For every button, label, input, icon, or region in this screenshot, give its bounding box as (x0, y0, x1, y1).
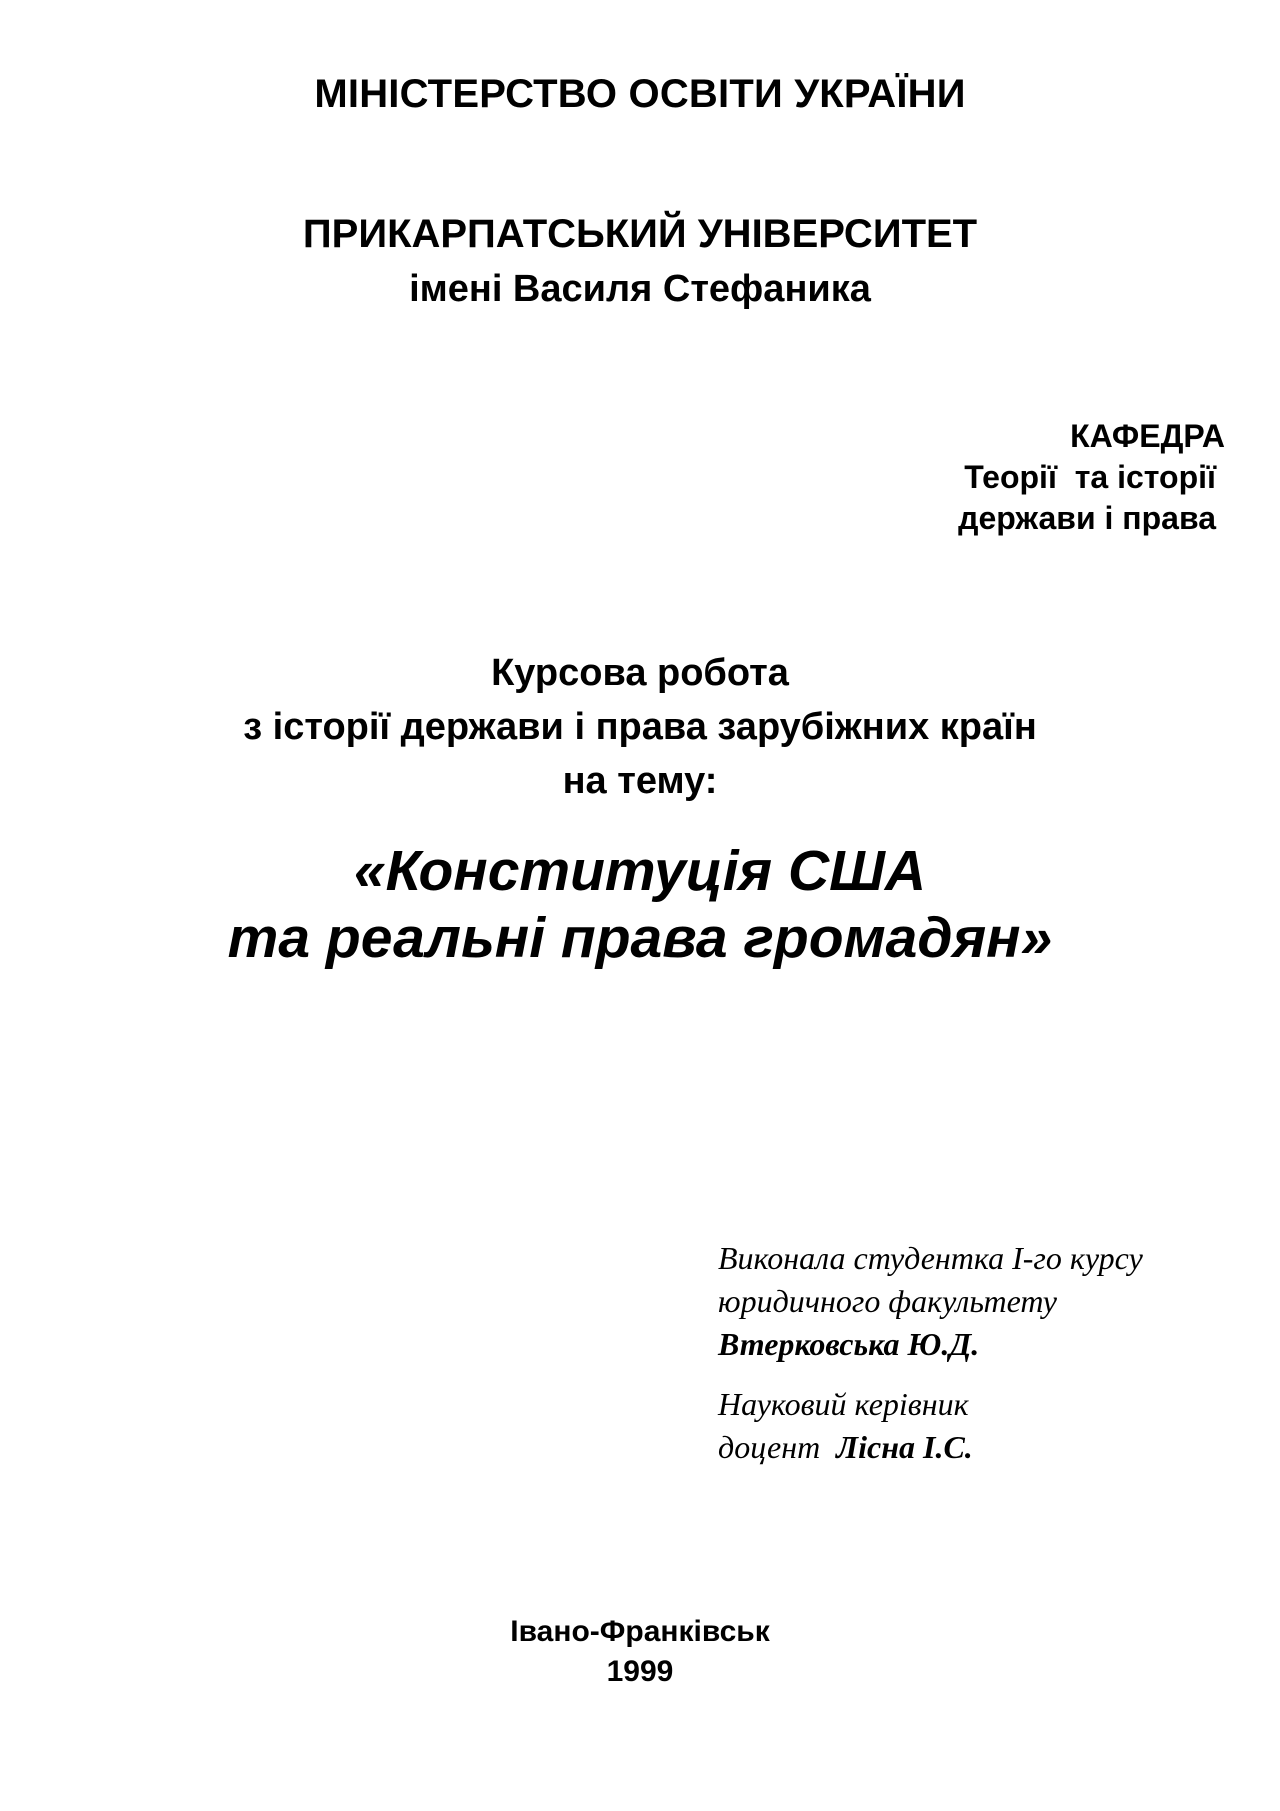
course-work-title: Курсова робота (491, 652, 789, 694)
supervisor-position: доцент (718, 1429, 837, 1465)
supervisor-label: Науковий керівник (718, 1386, 969, 1422)
theme-title-line-1: «Конституція США (353, 839, 927, 903)
author-name: Втерковська Ю.Д. (718, 1326, 980, 1362)
course-work-topic-label: на тему: (562, 760, 718, 802)
course-work-subject: з історії держави і права зарубіжних країн (243, 706, 1037, 748)
department-title: КАФЕДРА (1070, 418, 1225, 454)
author-description-line-2: юридичного факультету (718, 1283, 1057, 1319)
supervisor-name: Лісна І.С. (836, 1429, 973, 1465)
author-description-line-1: Виконала студентка І-го курсу (718, 1240, 1143, 1276)
theme-title-line-2: та реальні права громадян» (227, 906, 1053, 970)
university-heading: ПРИКАРПАТСЬКИЙ УНІВЕРСИТЕТ (302, 212, 978, 256)
year: 1999 (606, 1655, 674, 1688)
supervisor-line (718, 1429, 973, 1466)
city: Івано-Франківськ (510, 1615, 770, 1648)
university-name: імені Василя Стефаника (409, 268, 871, 310)
ministry-heading: МІНІСТЕРСТВО ОСВІТИ УКРАЇНИ (314, 72, 966, 116)
department-name-line-1: Теорії та історії (964, 459, 1216, 495)
department-name-line-2: держави і права (958, 500, 1216, 536)
